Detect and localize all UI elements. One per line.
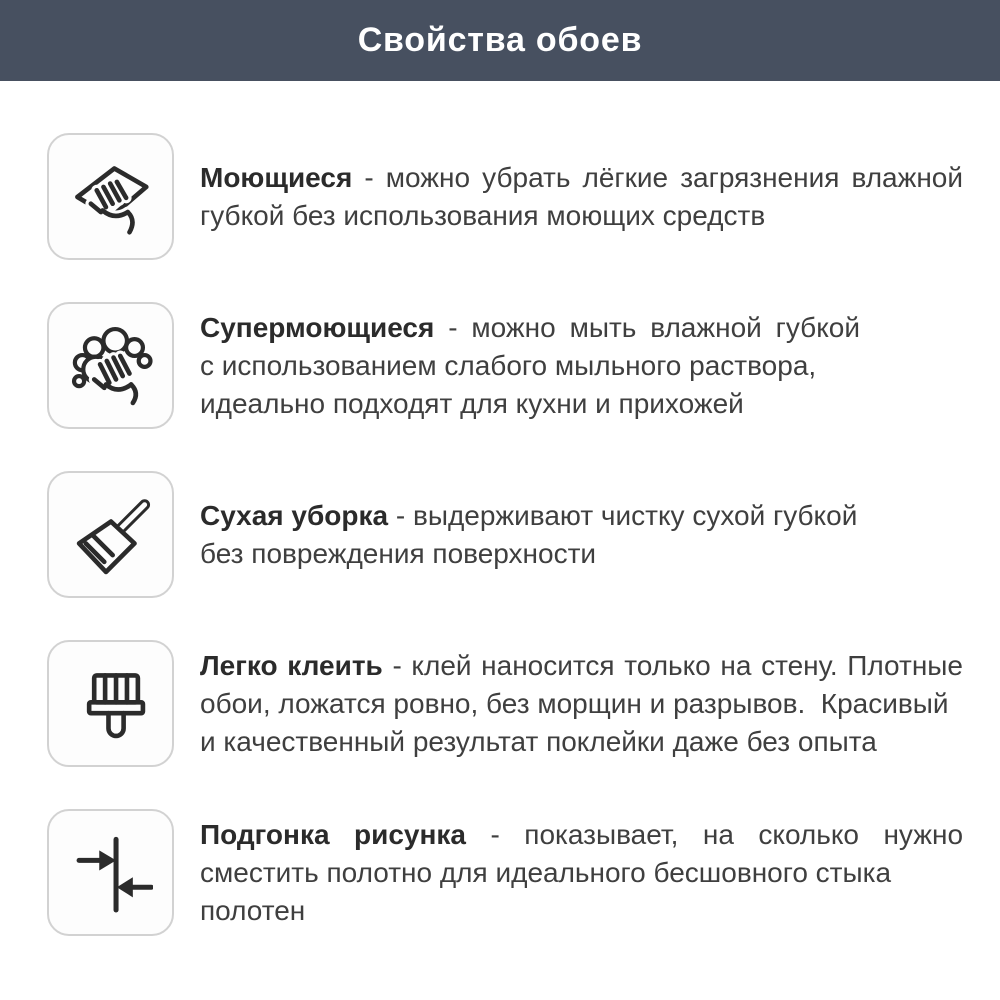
wipe-hand-icon-box: [47, 133, 174, 260]
soap-bubbles-hand-icon: [69, 324, 153, 408]
property-text-easy-glue: [200, 647, 963, 761]
property-title: Супермоющиеся: [200, 311, 435, 343]
paintbrush-icon-box: [47, 640, 174, 767]
paintbrush-icon: [69, 662, 153, 746]
pattern-offset-icon: [69, 831, 153, 915]
property-text-washable: [200, 159, 963, 235]
content: [0, 81, 1000, 936]
property-line: [200, 497, 963, 535]
property-description: - можно мыть влажной губкой: [448, 311, 860, 343]
page-title: Свойства обоев: [357, 21, 643, 59]
property-line: обои, ложатся ровно, без морщин и разрывов. Красивый: [200, 687, 949, 719]
property-line: губкой без использования моющих средств: [200, 199, 766, 231]
property-text-dry-cleaning: [200, 497, 963, 573]
property-description: - выдерживают чистку сухой губкой: [395, 499, 858, 531]
header: [0, 0, 1000, 81]
property-row-dry-cleaning: [47, 471, 970, 598]
property-line: и качественный результат поклейки даже без опыта: [200, 725, 877, 757]
property-row-super-washable: [47, 302, 970, 429]
soap-bubbles-hand-icon-box: [47, 302, 174, 429]
property-line: [200, 647, 963, 685]
property-description: - клей наносится только на стену. Плотные: [392, 649, 963, 681]
property-line: с использованием слабого мыльного раствора,: [200, 349, 817, 381]
property-row-easy-glue: [47, 640, 970, 767]
property-title: Подгонка рисунка: [200, 818, 466, 850]
property-title: Моющиеся: [200, 161, 353, 193]
property-title: Сухая уборка: [200, 499, 389, 531]
property-line: идеально подходят для кухни и прихожей: [200, 387, 744, 419]
property-description: - можно убрать лёгкие загрязнения влажной: [364, 161, 964, 193]
property-line: сместить полотно для идеального бесшовного стыка полотен: [200, 856, 899, 926]
property-line: [200, 309, 860, 347]
property-title: Легко клеить: [200, 649, 383, 681]
property-line: [200, 159, 963, 197]
property-row-washable: [47, 133, 970, 260]
property-description: - показывает, на сколько нужно: [490, 818, 964, 850]
broom-icon: [69, 493, 153, 577]
wipe-hand-icon: [69, 155, 153, 239]
pattern-offset-icon-box: [47, 809, 174, 936]
broom-icon-box: [47, 471, 174, 598]
property-text-super-washable: [200, 309, 963, 423]
property-line: без повреждения поверхности: [200, 537, 597, 569]
property-row-pattern-match: [47, 809, 970, 936]
property-text-pattern-match: [200, 816, 963, 930]
property-line: [200, 816, 963, 854]
